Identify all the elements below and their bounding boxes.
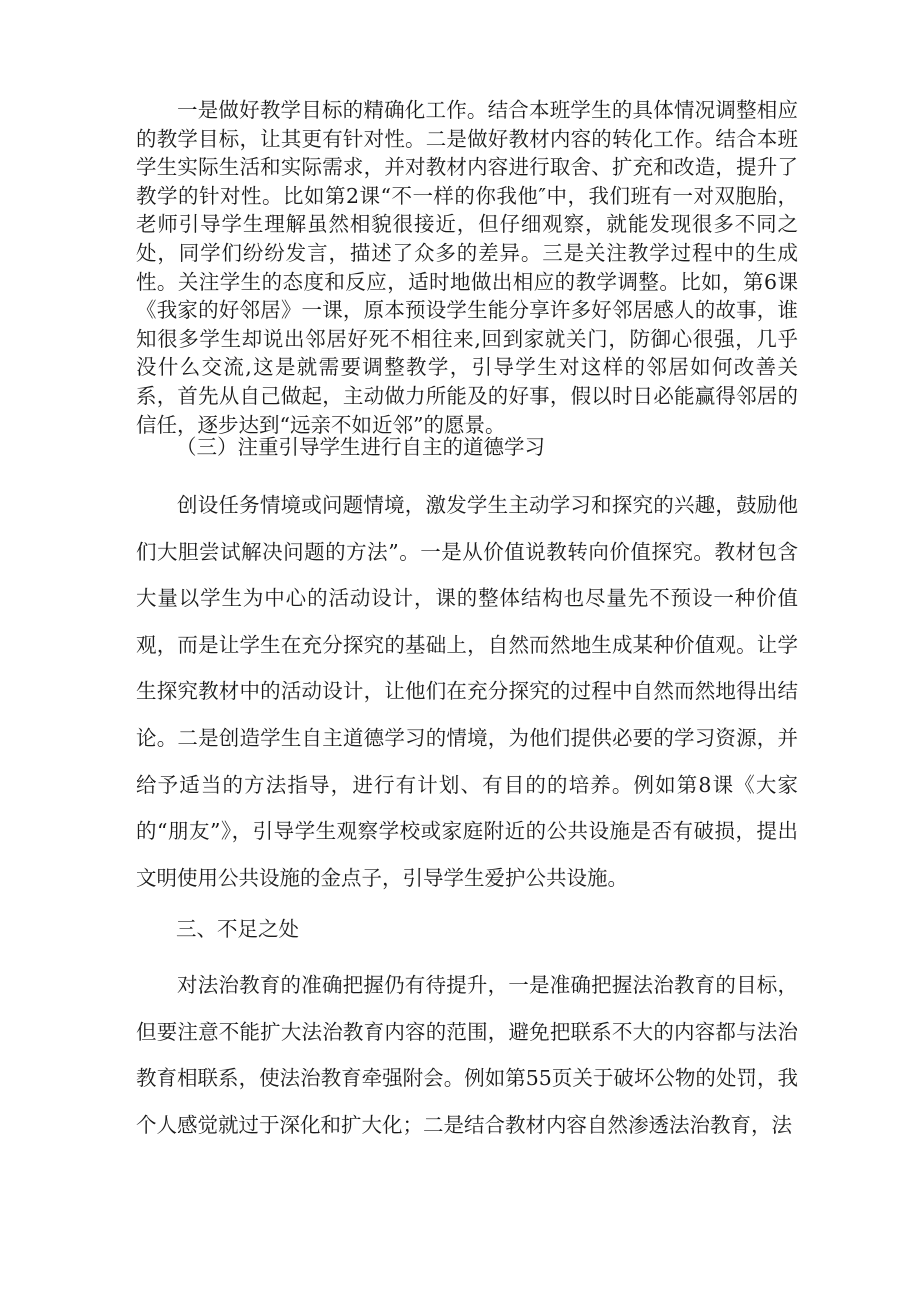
section-heading-shortcomings: 三、不足之处 [176,917,299,941]
paragraph-teaching-goals: 一是做好教学目标的精确化工作。结合本班学生的具体情况调整相应的教学目标，让其更有针对性。二是做好教材内容的转化工作。结合本班学生实际生活和实际需求，并对教材内容进行取舍、扩充和改造，提升了教学的针对性。比如第2课“不一样的你我他″中，我们班有一对双胞胎，老师引导学生理解虽然相貌很接近，但仔细观察，就能发现很多不同之处，同学们纷纷发言，描述了众多的差异。三是关注教学过程中的生成性。关注学生的态度和反应，适时地做出相应的教学调整。比如，第6课《我家的好邻居》一课，原本预设学生能分享许多好邻居感人的故事，谁知很多学生却说出邻居好死不相往来,回到家就关门，防御心很强，几乎没什么交流,这是就需要调整教学，引导学生对这样的邻居如何改善关系，首先从自己做起，主动做力所能及的好事，假以时日必能赢得邻居的信任，逐步达到“远亲不如近邻”的愿景。 [136,98,798,437]
paragraph-moral-learning: 创设任务情境或问题情境，激发学生主动学习和探究的兴趣，鼓励他们大胆尝试解决问题的方法”。一是从价值说教转向价值探究。教材包含大量以学生为中心的活动设计，课的整体结构也尽量先不预设一种价值观，而是让学生在充分探究的基础上，自然而然地生成某种价值观。让学生探究教材中的活动设计，让他们在充分探究的过程中自然而然地得出结论。二是创造学生自主道德学习的情境，为他们提供必要的学习资源，并给予适当的方法指导，进行有计划、有目的的培养。例如第8课《大家的“朋友”》，引导学生观察学校或家庭附近的公共设施是否有破损，提出文明使用公共设施的金点子，引导学生爱护公共设施。 [136,493,798,890]
paragraph-shortcomings: 对法治教育的准确把握仍有待提升，一是准确把握法治教育的目标，但要注意不能扩大法治教育内容的范围，避免把联系不大的内容都与法治教育相联系，使法治教育牵强附会。例如第55页关于破坏公物的处罚，我个人感觉就过于深化和扩大化；二是结合教材内容自然渗透法治教育，法 [136,973,798,1137]
subheading-moral-learning: （三）注重引导学生进行自主的道德学习 [176,435,545,459]
